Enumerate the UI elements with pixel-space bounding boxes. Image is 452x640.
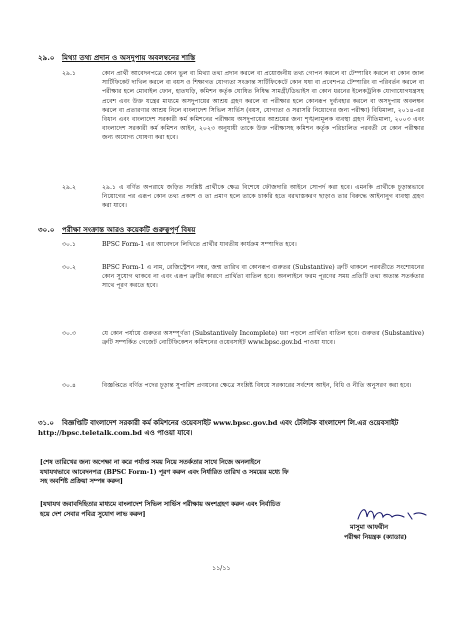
signature-mark <box>352 505 432 523</box>
clause-30-1 <box>62 240 424 249</box>
clause-number: ২৯.১ <box>62 70 77 77</box>
clause-number: ২৯.২ <box>62 184 77 191</box>
section-title: মিথ্যা তথ্য প্রদান ও অসদুপায় অবলম্বনের শাস্তি <box>62 53 196 62</box>
clause-number: ৩০.৪ <box>62 382 77 389</box>
clause-30-4 <box>62 381 424 390</box>
clause-30-3 <box>62 329 424 347</box>
clause-30-2 <box>62 263 424 291</box>
clause-text: ২৯.১ এ বর্ণিত অপরাধে জড়িত সংশ্লিষ্ট প্রার্থীকে ক্ষেত্র বিশেষে ফৌজদারি আইনে সোপর্দ করা হবে। এমনকি প্রার্থীকে চূড়ান্তভাবে নিয়োগের পর এরূপ কোন তথ্য প্রকাশ ও তা প্রমাণ হলে তাকে চাকরি হতে বরখাস্তকরণ ছাড়াও তার বিরুদ্ধে আইনানুগ ব্যবস্থা গ্রহণ করা যাবে। <box>102 184 424 210</box>
clause-29-2 <box>62 183 424 211</box>
clause-text: যে কোন পর্যায়ে গুরুতর অসম্পূর্ণতা (Substantively Incomplete) ধরা পড়লে প্রার্থিতা বাতিল হবে। গুরুতর (Substantive) ত্রুটি সম্পর্কিত গেজেট নোটিফিকেশন কমিশনের ওয়েবসাইট www.bpsc.gov.bd পাওয়া যাবে। <box>102 330 424 347</box>
clause-text: বিজ্ঞপ্তিতে বর্ণিত পদের চূড়ান্ত সুপারিশ প্রণয়নের ক্ষেত্রে সংশ্লিষ্ট বিষয়ে সরকারের সর্বশেষ আইন, বিধি ও নীতি অনুসরণ করা হবে। <box>102 382 412 389</box>
section-31-website-notice: ৩১.০ বিজ্ঞপ্তিটি বাংলাদেশ সরকারী কর্ম কমিশনের ওয়েবসাইট www.bpsc.gov.bd এবং টেলিটক বাংলাদেশ লি.এর ওয়েবসাইট http://bpsc.teletalk.com.bd এও পাওয়া যাবে। <box>38 419 399 437</box>
signatory-title: পরীক্ষা নিয়ন্ত্রক (ক্যাডার) <box>344 534 407 541</box>
note-apply-early: [শেষ তারিখের জন্য অপেক্ষা না করে পর্যাপ্ত সময় নিয়ে সতর্কতার সাথে নিজে অনলাইনে যথাযথভাবে আবেদনপত্র (BPSC Form-1) পূরণ করুন এবং নির্ধারিত তারিখ ও সময়ের মধ্যে ফি সহ অবশিষ্ট প্রক্রিয়া সম্পন্ন করুন] <box>40 459 289 486</box>
note-participate: [যথাযথ জবাবদিহিতার মাধ্যমে বাংলাদেশ সিভিল সার্ভিস পরীক্ষায় অংশগ্রহণ করুন এবং নির্বাচিত হয়ে দেশ সেবার পবিত্র সুযোগ লাভ করুন] <box>40 501 281 518</box>
clause-number: ৩০.১ <box>62 241 77 248</box>
section-heading-30: ৩০.০ পরীক্ষা সংক্রান্ত আরও কয়েকটি গুরুত্বপূর্ণ বিষয় <box>38 225 196 234</box>
clause-29-1 <box>62 69 424 143</box>
clause-text: BPSC Form-1 এ নাম, রেজিস্ট্রেশন নম্বর, জন্ম তারিখ বা কোনরূপ গুরুতর (Substantive) ত্রুটি থাকলে পরবর্তীতে সংশোধনের কোন সুযোগ থাকবে না এবং এরূপ ত্রুটির কারণে প্রার্থিতা বাতিল হবে। অনলাইনে ফরম পূরণের সময় প্রতিটি তথ্য অত্যন্ত সতর্কতার সাথে পূরণ করতে হবে। <box>102 264 424 290</box>
clause-text: কোন প্রার্থী আবেদনপত্রে কোন ভুল বা মিথ্যা তথ্য প্রদান করলে বা প্রয়োজনীয় তথ্য গোপন করলে বা টেম্পারিং করলে বা কোন জাল সার্টিফিকেট দাখিল করলে বা বয়স ও শিক্ষাগত যোগ্যতা সংক্রান্ত সার্টিফিকেটে কোন ঘষা বা প্রবেশপত্র টেম্পারিং বা পরিবর্তন করলে বা পরীক্ষার হলে মোবাইল ফোন, হাতঘড়ি, কমিশন কর্তৃক ঘোষিত নিষিদ্ধ সামগ্রী/ডিভাইস বা কোন ধরনের ইলেকট্রনিক যোগাযোগযন্ত্রসহ প্রবেশ এবং উক্ত যন্ত্রের মাধ্যমে অসদুপায়ের আশ্রয় গ্রহণ করলে বা পরীক্ষার হলে কোনরূপ দুর্ব্যবহার করলে বা অসদুপায় অবলম্বন করলে বা প্রতারণার আশ্রয় নিলে বাংলাদেশ সিভিল সার্ভিস (বয়স, যোগ্যতা ও সরাসরি নিয়োগের জন্য পরীক্ষা) বিধিমালা, ২০১৪-এর বিধান এবং বাংলাদেশ সরকারী কর্ম কমিশনের পরীক্ষায় অসদুপায়ের আশ্রয়ের জন্য শৃঙ্খলামূলক ব্যবস্থা গ্রহণ নীতিমালা, ২০০৩ এবং বাংলাদেশ সরকারী কর্ম কমিশন আইন, ২০২৩ অনুযায়ী তাকে উক্ত পরীক্ষাসহ কমিশন কর্তৃক পরিচালিত পরবর্তী যে কোন পরীক্ষার জন্য অযোগ্য ঘোষণা করা হবে। <box>102 70 424 142</box>
section-heading-29: ২৯.০ মিথ্যা তথ্য প্রদান ও অসদুপায় অবলম্বনের শাস্তি <box>38 53 196 62</box>
section-title: পরীক্ষা সংক্রান্ত আরও কয়েকটি গুরুত্বপূর্ণ বিষয় <box>62 225 196 234</box>
clause-number: ৩০.৩ <box>62 330 77 337</box>
clause-text: BPSC Form-1 এর আবেদনে লিখিতে প্রার্থীর যাবতীয় কার্যক্রম সম্পাদিত হবে। <box>102 241 297 248</box>
website-notice-text: বিজ্ঞপ্তিটি বাংলাদেশ সরকারী কর্ম কমিশনের ওয়েবসাইট www.bpsc.gov.bd এবং টেলিটক বাংলাদেশ লি.এর ওয়েবসাইট http://bpsc.teletalk.com.bd এও পাওয়া যাবে। <box>38 419 399 437</box>
page-number: ১১/১১ <box>212 565 231 572</box>
clause-number: ৩০.২ <box>62 264 77 271</box>
signatory-name: মাসুমা আফরীন <box>350 524 388 531</box>
